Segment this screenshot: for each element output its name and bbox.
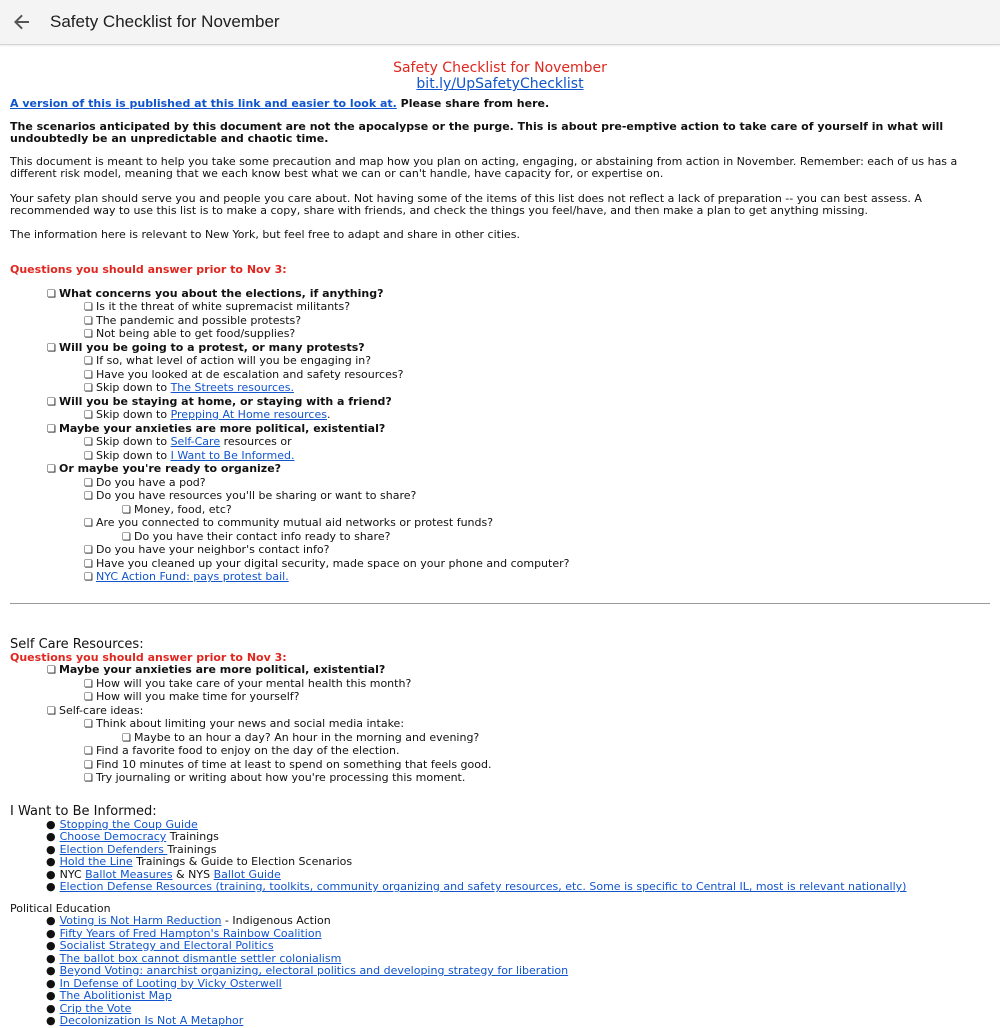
bullet-icon: ● bbox=[46, 1014, 56, 1027]
checkbox-icon[interactable]: ❏ bbox=[84, 773, 93, 784]
bullet-icon: ● bbox=[46, 926, 56, 940]
checkbox-icon[interactable]: ❏ bbox=[47, 288, 56, 300]
checkbox-icon[interactable]: ❏ bbox=[122, 732, 131, 744]
resource-link[interactable]: Voting is Not Harm Reduction bbox=[59, 914, 222, 927]
checklist-item[interactable]: ❏ How will you make time for yourself? bbox=[84, 690, 300, 703]
doc-title: Safety Checklist for November bbox=[393, 60, 607, 76]
checklist-item[interactable]: ❏ Maybe to an hour a day? An hour in the morning and evening? bbox=[122, 730, 480, 744]
checkbox-icon[interactable]: ❏ bbox=[47, 342, 56, 354]
bullet-icon: ● bbox=[46, 914, 56, 927]
resource-link[interactable]: Ballot Guide bbox=[213, 867, 281, 881]
checklist-item[interactable]: ❏ Self-care ideas: bbox=[47, 703, 144, 717]
checklist-item[interactable]: ❏ If so, what level of action will you be engaging in? bbox=[84, 354, 372, 367]
intro-paragraph-1: The scenarios anticipated by this document are not the apocalypse or the purge. This is about pre-emptive action to take care of yourself in what will undoubtedly be an unpredictable and chaotic time. bbox=[10, 119, 944, 145]
checklist-item[interactable]: ❏ Skip down to Prepping At Home resources. bbox=[84, 408, 331, 421]
self-care-questions-heading: Questions you should answer prior to Nov 3: bbox=[10, 650, 287, 664]
questions-heading: Questions you should answer prior to Nov 3: bbox=[10, 263, 287, 276]
resource-link[interactable]: Beyond Voting: anarchist organizing, electoral politics and developing strategy for liberation bbox=[59, 964, 569, 977]
checkbox-icon[interactable]: ❏ bbox=[84, 477, 93, 489]
want-to-be-informed-link[interactable]: I Want to Be Informed. bbox=[170, 448, 295, 462]
checkbox-icon[interactable]: ❏ bbox=[47, 396, 56, 408]
checkbox-icon[interactable]: ❏ bbox=[122, 531, 131, 543]
list-item: ● Choose Democracy Trainings bbox=[46, 830, 219, 843]
political-education-list bbox=[10, 915, 990, 1028]
resource-link[interactable]: Socialist Strategy and Electoral Politics bbox=[59, 939, 274, 952]
checkbox-icon[interactable]: ❏ bbox=[84, 450, 93, 462]
checklist-item[interactable]: ❏ Or maybe you're ready to organize? bbox=[47, 462, 282, 475]
checklist-item[interactable]: ❏ Skip down to I Want to Be Informed. bbox=[84, 448, 295, 462]
checkbox-icon[interactable]: ❏ bbox=[84, 369, 93, 381]
list-item: ● NYC Ballot Measures & NYS Ballot Guide bbox=[46, 867, 281, 881]
list-item: ● Election Defenders Trainings bbox=[46, 842, 217, 856]
list-item bbox=[10, 881, 990, 894]
section-divider bbox=[10, 603, 990, 604]
resource-link[interactable]: Ballot Measures bbox=[85, 867, 173, 881]
checkbox-icon[interactable]: ❏ bbox=[84, 545, 93, 556]
checklist-item[interactable]: ❏ Money, food, etc? bbox=[122, 502, 232, 516]
app-title: Safety Checklist for November bbox=[50, 12, 280, 31]
checkbox-icon[interactable]: ❏ bbox=[84, 572, 93, 583]
bullet-icon: ● bbox=[46, 951, 56, 965]
checkbox-icon[interactable]: ❏ bbox=[84, 491, 93, 502]
list-item: ● Hold the Line Trainings & Guide to Election Scenarios bbox=[46, 855, 353, 868]
checklist-item[interactable]: ❏ Is it the threat of white supremacist militants? bbox=[84, 300, 351, 313]
checklist-item[interactable]: ❏ Skip down to Self-Care resources or bbox=[84, 435, 292, 448]
checkbox-icon[interactable]: ❏ bbox=[84, 558, 93, 570]
informed-list bbox=[10, 819, 990, 894]
bullet-icon: ● bbox=[46, 880, 56, 893]
bullet-icon: ● bbox=[46, 939, 56, 952]
checklist-item[interactable]: ❏ Have you looked at de escalation and safety resources? bbox=[84, 367, 404, 381]
checkbox-icon[interactable]: ❏ bbox=[84, 356, 93, 367]
bullet-icon: ● bbox=[46, 867, 56, 881]
checkbox-icon[interactable]: ❏ bbox=[47, 705, 56, 717]
bullet-icon: ● bbox=[46, 817, 56, 831]
app-bar bbox=[0, 0, 1000, 45]
checkbox-icon[interactable]: ❏ bbox=[47, 423, 56, 435]
checkbox-icon[interactable]: ❏ bbox=[84, 759, 93, 771]
checklist-item[interactable]: ❏ Maybe your anxieties are more political, existential? bbox=[47, 663, 386, 676]
questions-checklist bbox=[10, 288, 990, 585]
checklist-item[interactable]: ❏ Try journaling or writing about how you're processing this moment. bbox=[84, 771, 466, 784]
checkbox-icon[interactable]: ❏ bbox=[84, 315, 93, 327]
checkbox-icon[interactable]: ❏ bbox=[84, 383, 93, 394]
political-education-title: Political Education bbox=[10, 901, 111, 915]
resource-link[interactable]: Decolonization Is Not A Metaphor bbox=[59, 1014, 244, 1027]
checkbox-icon[interactable]: ❏ bbox=[84, 410, 93, 421]
document bbox=[0, 60, 1000, 1028]
checklist-item[interactable]: ❏ Do you have resources you'll be sharing or want to share? bbox=[84, 489, 417, 502]
resource-link[interactable]: Election Defenders bbox=[59, 842, 168, 856]
checklist-item[interactable]: ❏ Maybe your anxieties are more political, existential? bbox=[47, 421, 386, 435]
checklist-item[interactable]: ❏ Do you have your neighbor's contact info? bbox=[84, 543, 330, 556]
resource-link[interactable]: Election Defense Resources (training, toolkits, community organizing and safety resources, etc. Some is specific to Central IL, most is relevant nationally) bbox=[59, 880, 907, 893]
bullet-icon: ● bbox=[46, 1001, 56, 1015]
self-care-title: Self Care Resources: bbox=[10, 636, 144, 652]
list-item bbox=[10, 990, 990, 1003]
checkbox-icon[interactable]: ❏ bbox=[122, 504, 131, 516]
streets-resources-link[interactable]: The Streets resources. bbox=[170, 381, 294, 394]
resource-link[interactable]: In Defense of Looting by Vicky Osterwell bbox=[59, 976, 282, 990]
bullet-icon: ● bbox=[46, 830, 56, 843]
checkbox-icon[interactable]: ❏ bbox=[84, 437, 93, 448]
checkbox-icon[interactable]: ❏ bbox=[84, 719, 93, 730]
resource-link[interactable]: The ballot box cannot dismantle settler colonialism bbox=[59, 951, 342, 965]
resource-link[interactable]: Fifty Years of Fred Hampton's Rainbow Coalition bbox=[59, 926, 322, 940]
checkbox-icon[interactable]: ❏ bbox=[84, 692, 93, 703]
resource-link[interactable]: The Abolitionist Map bbox=[59, 989, 172, 1002]
checklist-item[interactable]: ❏ The pandemic and possible protests? bbox=[84, 313, 302, 327]
resource-link[interactable]: Choose Democracy bbox=[59, 830, 167, 843]
list-item: ● Voting is Not Harm Reduction - Indigenous Action bbox=[46, 914, 331, 927]
short-link[interactable]: bit.ly/UpSafetyChecklist bbox=[416, 76, 584, 92]
bullet-icon: ● bbox=[46, 964, 56, 977]
bullet-icon: ● bbox=[46, 842, 56, 856]
bullet-icon: ● bbox=[46, 855, 56, 868]
version-link[interactable]: A version of this is published at this link and easier to look at. bbox=[10, 97, 397, 110]
intro-paragraph-4: The information here is relevant to New York, but feel free to adapt and share in other cities. bbox=[10, 227, 520, 241]
checklist-item[interactable]: ❏ Have you cleaned up your digital security, made space on your phone and computer? bbox=[84, 556, 570, 570]
checklist-item[interactable]: ❏ Think about limiting your news and social media intake: bbox=[84, 717, 405, 730]
checkbox-icon[interactable]: ❏ bbox=[84, 329, 93, 340]
nyc-action-fund-link[interactable]: NYC Action Fund: pays protest bail. bbox=[95, 570, 289, 583]
prepping-at-home-link[interactable]: Prepping At Home resources bbox=[170, 408, 327, 421]
back-button[interactable] bbox=[10, 10, 34, 34]
intro-paragraph-2: This document is meant to help you take some precaution and map how you plan on acting, engaging, or abstaining from action in November. Remember: each of us has a different risk model, meaning that we each know best what we can or can't handle, have capacity for, or expertise on. bbox=[10, 154, 958, 180]
checkbox-icon[interactable]: ❏ bbox=[84, 518, 93, 529]
checklist-item[interactable]: ❏ What concerns you about the elections, if anything? bbox=[47, 286, 384, 300]
checklist-item[interactable]: ❏ Find a favorite food to enjoy on the day of the election. bbox=[84, 744, 400, 757]
resource-link[interactable]: Hold the Line bbox=[59, 855, 133, 868]
checklist-item[interactable]: ❏ Will you be going to a protest, or many protests? bbox=[47, 340, 365, 354]
checklist-item[interactable]: ❏ Not being able to get food/supplies? bbox=[84, 327, 296, 340]
checkbox-icon[interactable]: ❏ bbox=[47, 464, 56, 475]
checklist-item[interactable]: ❏ Skip down to The Streets resources. bbox=[84, 381, 294, 394]
informed-title: I Want to Be Informed: bbox=[10, 803, 157, 819]
resource-link[interactable]: Crip the Vote bbox=[59, 1001, 132, 1015]
intro-paragraph-3: Your safety plan should serve you and people you care about. Not having some of the items of this list does not reflect a lack of preparation -- you can best assess. A recommended way to use this list is to make a copy, share with friends, and check the things you feel/have, and then make a plan to get anything missing. bbox=[10, 191, 922, 217]
checkbox-icon[interactable]: ❏ bbox=[84, 678, 93, 690]
self-care-link[interactable]: Self-Care bbox=[170, 435, 221, 448]
checkbox-icon[interactable]: ❏ bbox=[47, 665, 56, 676]
checkbox-icon[interactable]: ❏ bbox=[84, 746, 93, 757]
bullet-icon: ● bbox=[46, 976, 56, 990]
share-text: Please share from here. bbox=[396, 97, 550, 110]
checklist-item[interactable] bbox=[10, 571, 990, 585]
checklist-item[interactable]: ❏ How will you take care of your mental health this month? bbox=[84, 676, 412, 690]
checklist-item[interactable]: ❏ Will you be staying at home, or staying with a friend? bbox=[47, 394, 392, 408]
checklist-item[interactable]: ❏ Do you have a pod? bbox=[84, 475, 206, 489]
self-care-checklist bbox=[10, 664, 990, 786]
resource-link[interactable]: Stopping the Coup Guide bbox=[59, 817, 198, 831]
bullet-icon: ● bbox=[46, 989, 56, 1002]
checklist-item[interactable]: ❏ Are you connected to community mutual aid networks or protest funds? bbox=[84, 516, 494, 529]
list-item bbox=[10, 1015, 990, 1028]
arrow-left-icon bbox=[14, 14, 30, 30]
checkbox-icon[interactable]: ❏ bbox=[84, 302, 93, 313]
checklist-item[interactable]: ❏ Do you have their contact info ready to share? bbox=[122, 529, 391, 543]
checklist-item[interactable]: ❏ Find 10 minutes of time at least to spend on something that feels good. bbox=[84, 757, 492, 771]
